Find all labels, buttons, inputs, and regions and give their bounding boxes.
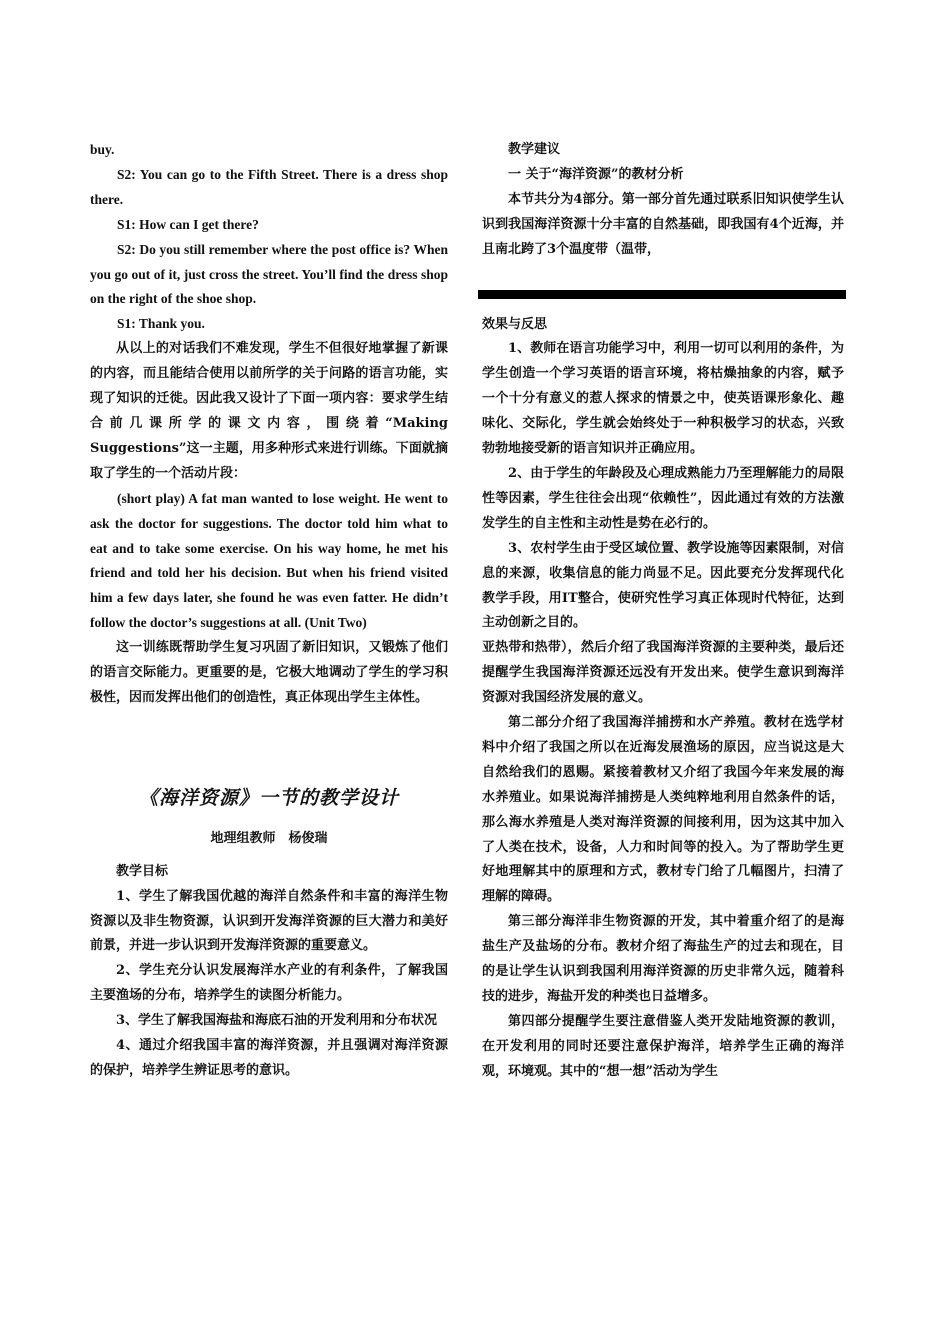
part2-paragraph: 第二部分介绍了我国海洋捕捞和水产养殖。教材在选学材料中介绍了我国之所以在近海发展渔场的原因，应当说这是大自然给我们的恩赐。紧接着教材又介绍了我国今年来发展的海水养殖业。如果说海洋捕捞是人类纯粹地利用自然条件的话，那么海水养殖是人类对海洋资源的间接利用，因为这其中加入了人类在技术，设备，人力和时间等的投入。为了帮助学生更好地理解其中的原理和方式，教材专门给了几幅图片，扫清了理解的障碍。 xyxy=(482,715,844,905)
dialogue-line: S1: How can I get there? xyxy=(117,216,259,232)
short-play-paragraph: (short play) A fat man wanted to lose weight. He went to ask the doctor for suggestions. The doctor told him what to eat and to take some exercise. On his way home, he met his friend and told her his decision. But when his friend visited him a few days later, she found he was even fatter. He didn’t follow the doctor’s suggestions at all. (Unit Two) xyxy=(90,490,448,631)
left-column xyxy=(90,138,448,1084)
dialogue-line: S2: Do you still remember where the post office is? When you go out of it, just cross the street. You’ll find the dress shop on the right of the shoe shop. xyxy=(90,241,448,307)
objective-item: 4、通过介绍我国丰富的海洋资源，并且强调对海洋资源的保护，培养学生辨证思考的意识。 xyxy=(90,1038,448,1078)
part4-paragraph: 第四部分提醒学生要注意借鉴人类开发陆地资源的教训，在开发利用的同时还要注意保护海洋，培养学生正确的海洋观，环境观。其中的“想一想”活动为学生 xyxy=(482,1013,844,1079)
analysis-intro: 本节共分为4部分。第一部分首先通过联系旧知识使学生认识到我国海洋资源十分丰富的自然基础，即我国有4个近海，并且南北跨了3个温度带（温带， xyxy=(482,191,844,257)
objective-item: 2、学生充分认识发展海洋水产业的有利条件，了解我国主要渔场的分布，培养学生的读图分析能力。 xyxy=(90,963,448,1004)
reflection-heading: 效果与反思 xyxy=(482,316,548,332)
section-divider-bar xyxy=(478,290,846,299)
reflection-item: 1、教师在语言功能学习中，利用一切可以利用的条件，为学生创造一个学习英语的语言环境，将枯燥抽象的内容，赋予一个十分有意义的惹人探求的情景之中，使英语课形象化、趣味化、交际化，学生就会始终处于一种积极学习的状态，兴致勃勃地接受新的语言知识并正确应用。 xyxy=(482,341,844,457)
dialogue-line: S1: Thank you. xyxy=(117,316,205,332)
reflection-item: 3、农村学生由于受区域位置、教学设施等因素限制，对信息的来源，收集信息的能力尚显不足。因此要充分发挥现代化教学手段，用IT整合，使研究性学习真正体现时代特征，达到主动创新之目的。 xyxy=(482,540,844,631)
dialogue-line: S2: You can go to the Fifth Street. There is a dress shop there. xyxy=(90,166,448,207)
objective-item: 3、学生了解我国海盐和海底石油的开发利用和分布状况 xyxy=(116,1013,438,1029)
objective-item: 1、学生了解我国优越的海洋自然条件和丰富的海洋生物资源以及非生物资源，认识到开发海洋资源的巨大潜力和美好前景，并进一步认识到开发海洋资源的重要意义。 xyxy=(90,888,448,954)
article-author: 地理组教师 杨俊瑞 xyxy=(210,830,328,846)
part3-paragraph: 第三部分海洋非生物资源的开发，其中着重介绍了的是海盐生产及盐场的分布。教材介绍了海盐生产的过去和现在，目的是让学生认识到我国利用海洋资源的历史非常久远，随着科技的进步，海盐开发的种类也日益增多。 xyxy=(482,914,844,1004)
analysis-continued: 亚热带和热带），然后介绍了我国海洋资源的主要种类，最后还提醒学生我国海洋资源还远没有开发出来。使学生意识到海洋资源对我国经济发展的意义。 xyxy=(482,640,844,706)
dialogue-line: buy. xyxy=(90,142,115,157)
article-title: 《海洋资源》一节的教学设计 xyxy=(138,786,399,809)
right-column xyxy=(482,138,844,1085)
analysis-heading: 一 关于“海洋资源”的教材分析 xyxy=(508,166,684,182)
suggestion-heading: 教学建议 xyxy=(508,142,561,157)
effect-paragraph: 这一训练既帮助学生复习巩固了新旧知识，又锻炼了他们的语言交际能力。更重要的是，它极大地调动了学生的学习积极性，因而发挥出他们的创造性，真正体现出学生主体性。 xyxy=(90,640,448,705)
analysis-paragraph: 从以上的对话我们不难发现，学生不但很好地掌握了新课的内容，而且能结合使用以前所学的关于问路的语言功能，实现了知识的迁徙。因此我又设计了下面一项内容：要求学生结合前几课所学的课文内容，围绕着“Making Suggestions”这一主题，用多种形式来进行训练。下面就摘取了学生的一个活动片段： xyxy=(90,341,448,481)
objectives-heading: 教学目标 xyxy=(116,863,169,879)
reflection-item: 2、由于学生的年龄段及心理成熟能力乃至理解能力的局限性等因素，学生往往会出现“依赖性”，因此通过有效的方法激发学生的自主性和主动性是势在必行的。 xyxy=(482,465,844,531)
